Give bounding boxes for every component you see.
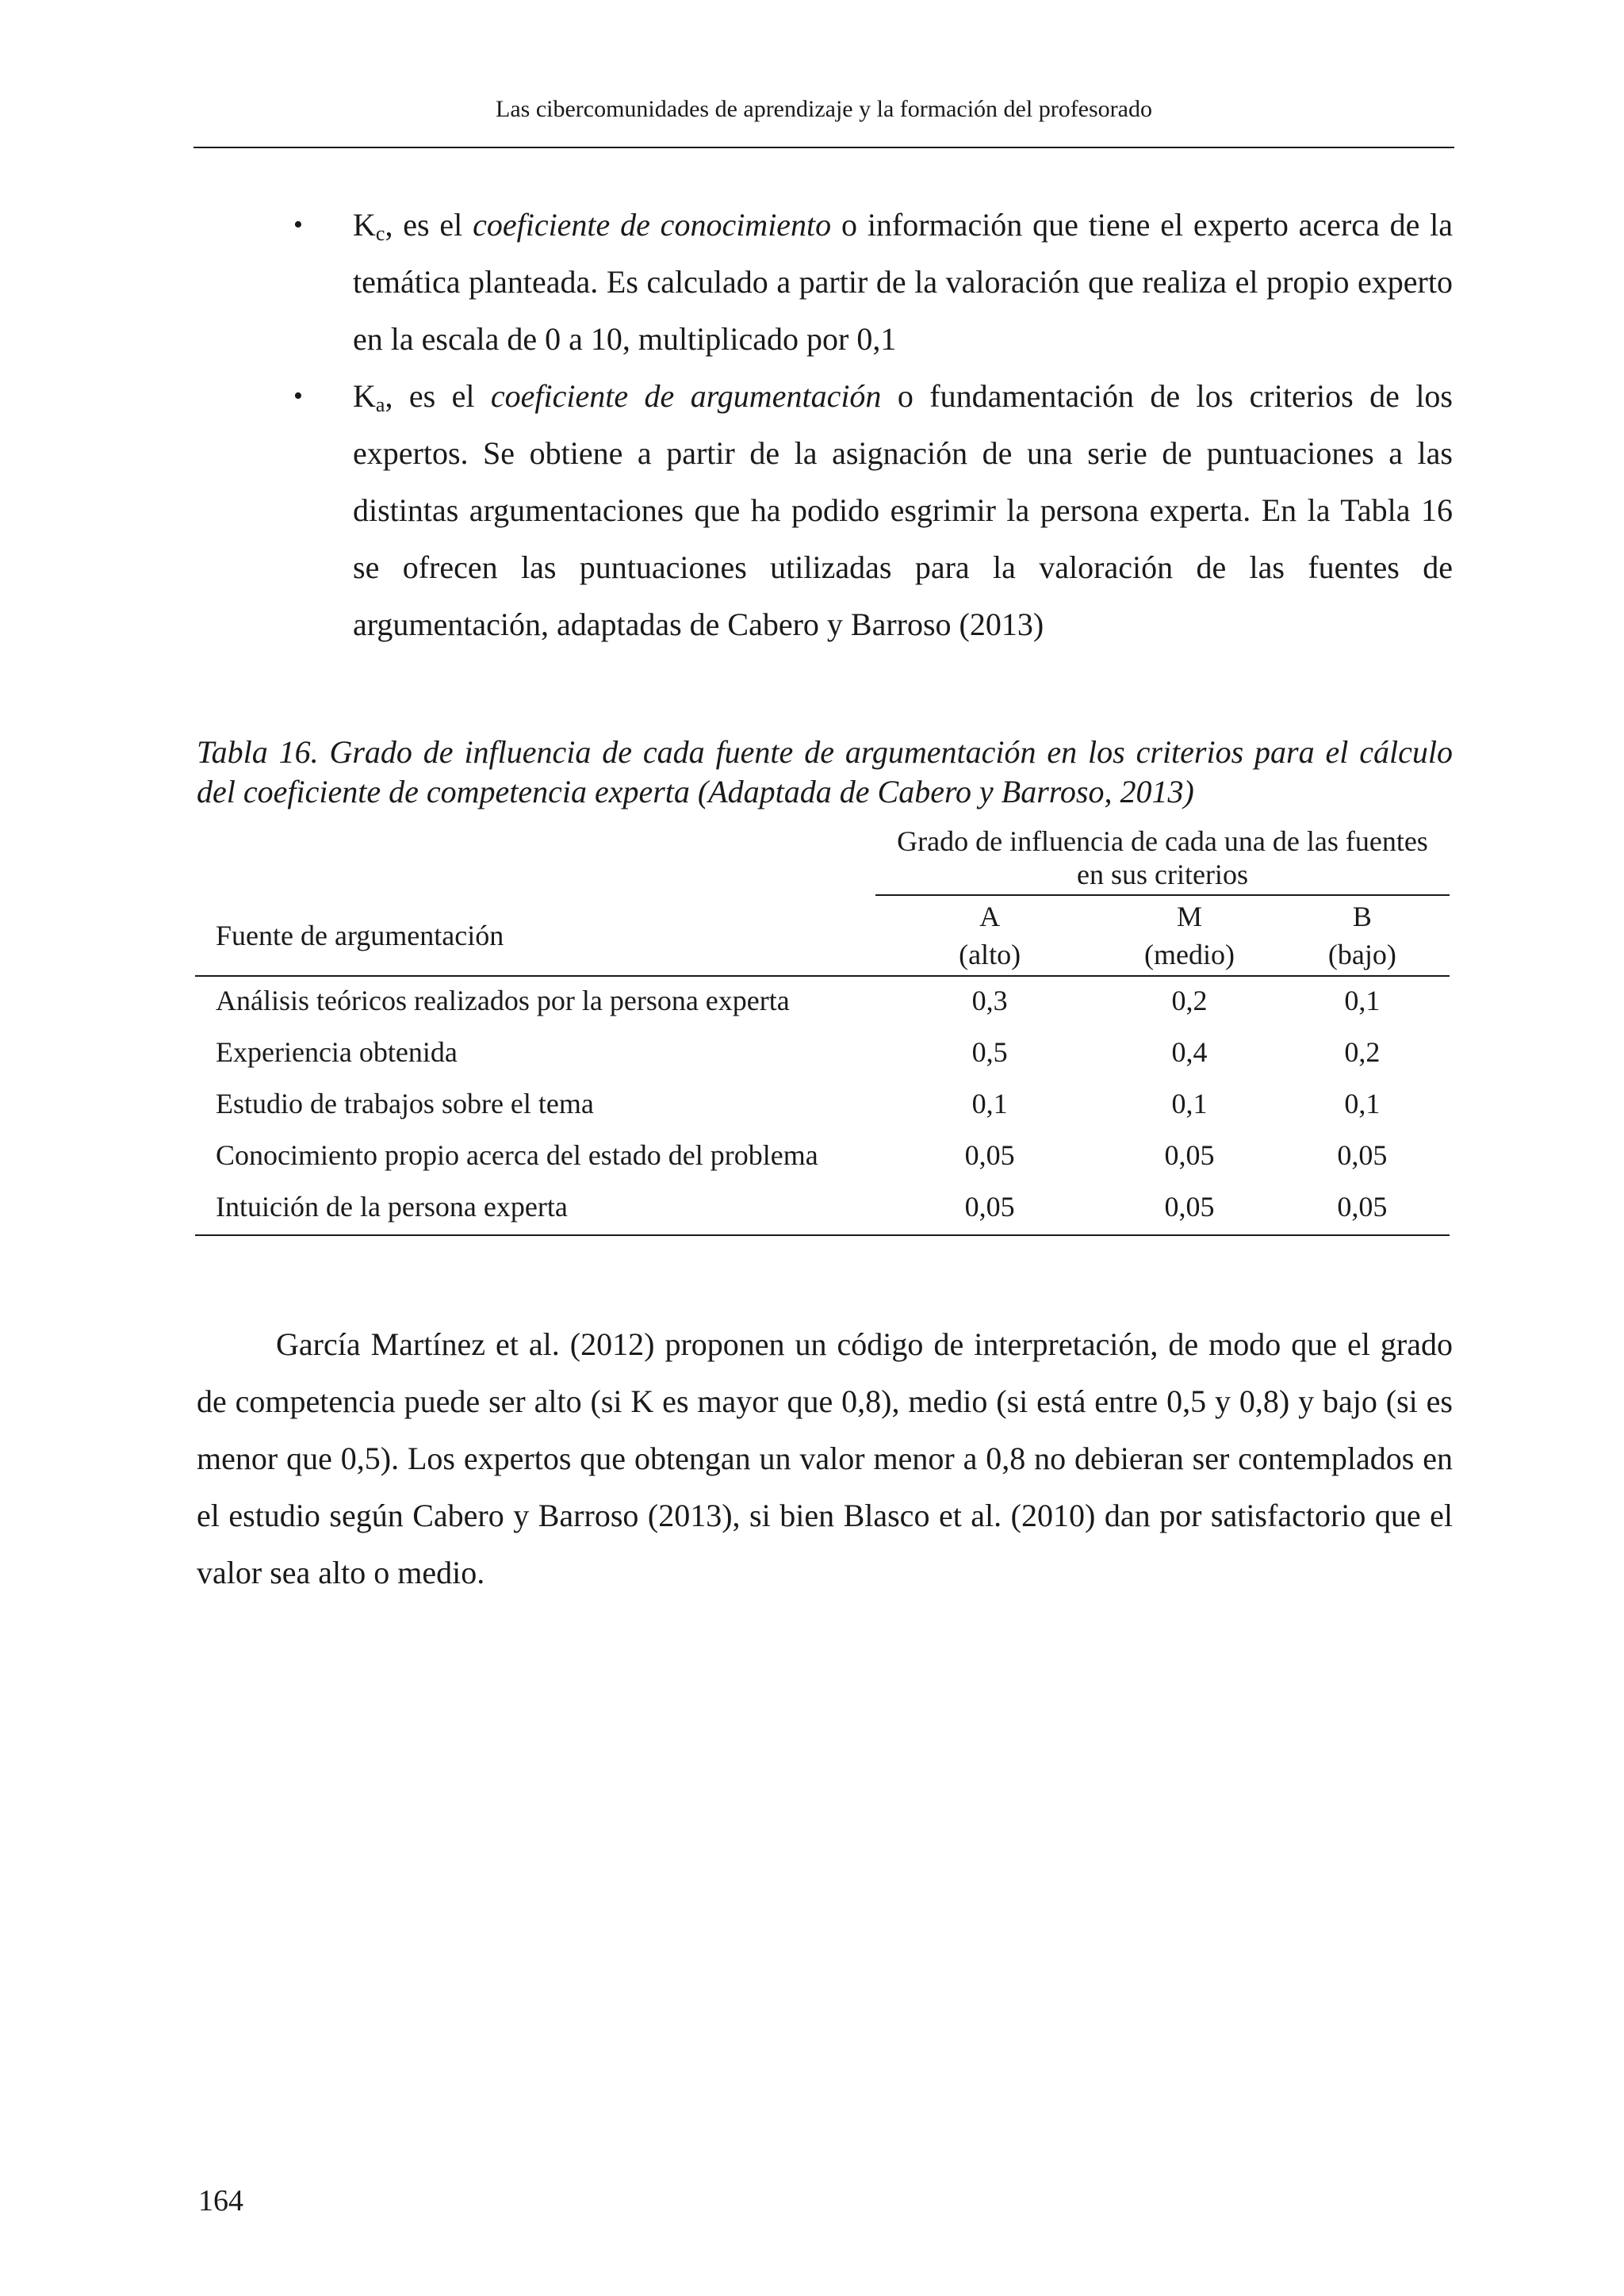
table-cell-value: 0,4 [1171, 1036, 1208, 1068]
table-cell-value: 0,1 [1344, 985, 1381, 1016]
table-cell-value: 0,2 [1344, 1036, 1381, 1068]
page-number: 164 [198, 2184, 243, 2218]
table-cell-value: 0,1 [1344, 1088, 1381, 1119]
table-cell-value: 0,05 [1275, 1183, 1450, 1235]
table-cell-source: Análisis teóricos realizados por la persona experta [216, 985, 790, 1016]
table-cell-value: 0,1 [1171, 1088, 1208, 1119]
table-cell-source: Intuición de la persona experta [195, 1183, 875, 1235]
table-cell-value: 0,2 [1171, 985, 1208, 1016]
bullet-lead: , es el [385, 378, 491, 414]
table-cell-value: 0,05 [1104, 1183, 1275, 1235]
table-group-header-row [195, 825, 1450, 895]
table-cell-value: 0,05 [1164, 1139, 1215, 1171]
table-cell-value: 0,3 [971, 985, 1008, 1016]
table-cell-source: Conocimiento propio acerca del estado del problema [216, 1139, 818, 1171]
table-cell-source: Experiencia obtenida [216, 1036, 458, 1068]
column-label: (alto) [959, 939, 1021, 970]
argumentation-table [195, 825, 1450, 1236]
bullet-term: coeficiente de conocimiento [473, 207, 832, 243]
table-row-header: Fuente de argumentación [195, 895, 875, 976]
table-row [195, 1080, 1450, 1131]
table-group-header: Grado de influencia de cada una de las fuentes en sus criterios [875, 825, 1450, 895]
bullet-lead: , es el [385, 207, 473, 243]
table-cell-value: 0,05 [1337, 1139, 1388, 1171]
bullet-list [293, 197, 1453, 653]
bullet-subscript: c [375, 222, 385, 245]
bullet-dot-icon: • [293, 210, 303, 239]
table-caption: Tabla 16. Grado de influencia de cada fuente de argumentación en los criterios para el cálculo del coeficiente de competencia experta (Adaptada de Cabero y Barroso, 2013) [197, 734, 1453, 809]
table-cell-value: 0,5 [971, 1036, 1008, 1068]
bullet-symbol: K [353, 378, 376, 414]
table-cell-source: Estudio de trabajos sobre el tema [216, 1088, 594, 1119]
table-header-row [195, 895, 1450, 976]
bullet-term: coeficiente de argumentación [490, 378, 882, 414]
table-empty-cell [195, 825, 875, 895]
table-row [195, 1131, 1450, 1183]
column-code: B [1352, 901, 1372, 932]
bullet-text: o información que tiene el experto acerca de la temática planteada. Es calculado a partir de la valoración que realiza el propio experto en la escala de 0 a 10, multiplicado por 0,1 [353, 207, 1454, 357]
bullet-item-ka [293, 368, 1453, 653]
bullet-item-kc [293, 197, 1453, 368]
bullet-text: o fundamentación de los criterios de los expertos. Se obtiene a partir de la asignación de una serie de puntuaciones a las distintas argumentaciones que ha podido esgrimir la persona experta. En la Tabla 16 se ofrecen las puntuaciones utilizadas para la valoración de las fuentes de argumentación, adaptadas de Cabero y Barroso (2013) [353, 378, 1453, 642]
table-cell-value: 0,1 [971, 1088, 1008, 1119]
table-row [195, 1183, 1450, 1235]
column-code: A [979, 901, 1001, 932]
table-cell-value: 0,05 [875, 1183, 1104, 1235]
body-paragraph: García Martínez et al. (2012) proponen un código de interpretación, de modo que el grado de competencia puede ser alto (si K es mayor que 0,8), medio (si está entre 0,5 y 0,8) y bajo (si es menor que 0,5). Los expertos que obtengan un valor menor a 0,8 no debieran ser contemplados en el estudio según Cabero y Barroso (2013), si bien Blasco et al. (2010) dan por satisfactorio que el valor sea alto o medio. [197, 1326, 1453, 1590]
table-column-header [1104, 895, 1275, 976]
header-rule [193, 147, 1454, 148]
bullet-subscript: a [375, 393, 385, 416]
table-row [195, 976, 1450, 1028]
column-label: (medio) [1144, 939, 1235, 970]
column-code: M [1177, 901, 1203, 932]
table-cell-value: 0,05 [964, 1139, 1015, 1171]
bullet-symbol: K [353, 207, 376, 243]
running-header: Las cibercomunidades de aprendizaje y la formación del profesorado [496, 96, 1152, 122]
table-column-header [875, 895, 1104, 976]
bullet-dot-icon: • [293, 381, 303, 411]
table-row [195, 1028, 1450, 1080]
column-label: (bajo) [1327, 939, 1396, 970]
table-column-header [1275, 895, 1450, 976]
